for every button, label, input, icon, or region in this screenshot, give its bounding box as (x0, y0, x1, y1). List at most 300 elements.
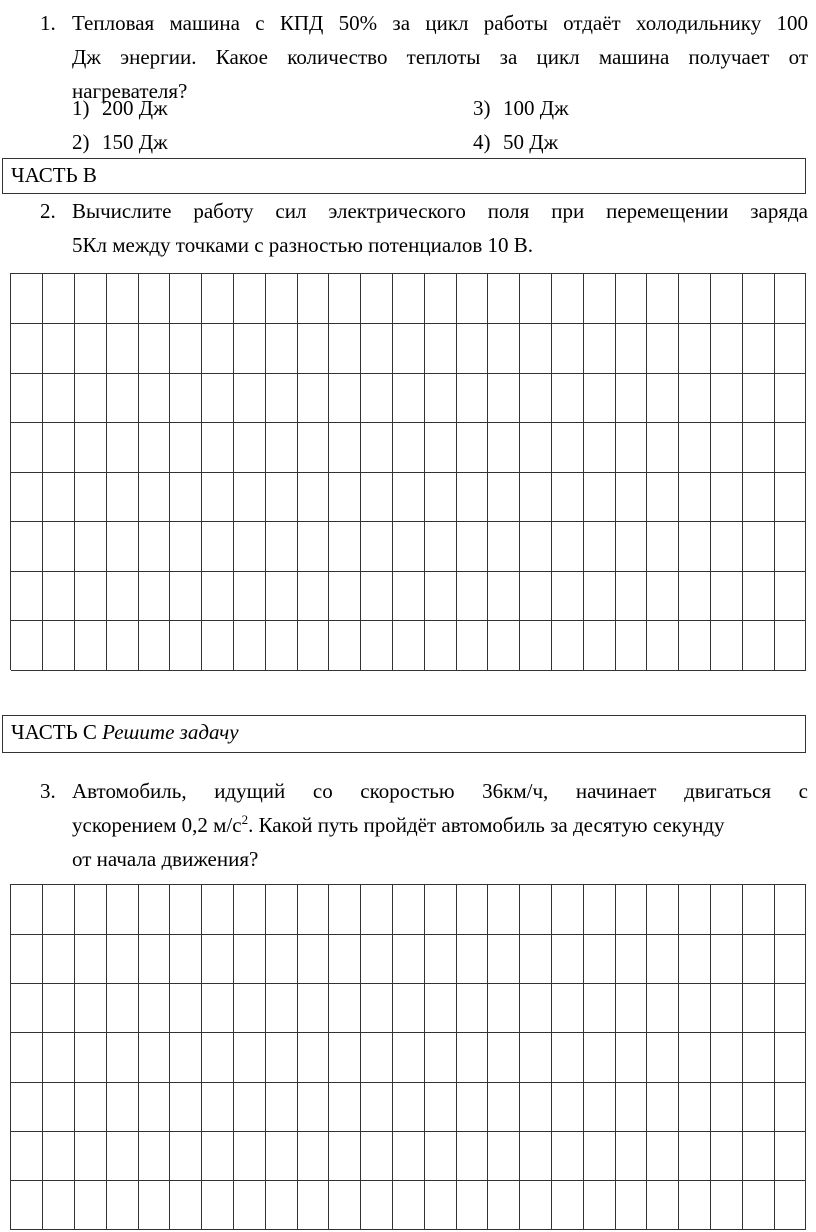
grid-cell[interactable] (742, 984, 774, 1034)
grid-cell[interactable] (615, 1181, 647, 1231)
grid-cell[interactable] (679, 324, 711, 374)
grid-cell[interactable] (424, 472, 456, 522)
grid-cell[interactable] (361, 423, 393, 473)
grid-cell[interactable] (170, 373, 202, 423)
grid-cell[interactable] (774, 423, 806, 473)
grid-cell[interactable] (106, 1082, 138, 1132)
grid-cell[interactable] (138, 571, 170, 621)
grid-cell[interactable] (647, 1082, 679, 1132)
grid-cell[interactable] (742, 1082, 774, 1132)
grid-cell[interactable] (520, 324, 552, 374)
grid-cell[interactable] (361, 885, 393, 935)
grid-cell[interactable] (329, 571, 361, 621)
grid-cell[interactable] (170, 522, 202, 572)
grid-cell[interactable] (679, 621, 711, 671)
grid-cell[interactable] (170, 423, 202, 473)
grid-cell[interactable] (774, 984, 806, 1034)
grid-cell[interactable] (552, 1082, 584, 1132)
grid-cell[interactable] (711, 1082, 743, 1132)
grid-cell[interactable] (265, 472, 297, 522)
grid-cell[interactable] (361, 1181, 393, 1231)
grid-cell[interactable] (488, 1181, 520, 1231)
grid-cell[interactable] (106, 1131, 138, 1181)
grid-cell[interactable] (424, 571, 456, 621)
grid-cell[interactable] (170, 1033, 202, 1083)
grid-cell[interactable] (742, 885, 774, 935)
grid-cell[interactable] (456, 324, 488, 374)
grid-cell[interactable] (742, 522, 774, 572)
grid-cell[interactable] (552, 1181, 584, 1231)
grid-cell[interactable] (329, 984, 361, 1034)
grid-cell[interactable] (679, 934, 711, 984)
grid-cell[interactable] (329, 1131, 361, 1181)
grid-cell[interactable] (75, 274, 107, 324)
grid-cell[interactable] (456, 472, 488, 522)
grid-cell[interactable] (361, 571, 393, 621)
grid-cell[interactable] (265, 373, 297, 423)
grid-cell[interactable] (711, 274, 743, 324)
grid-cell[interactable] (329, 522, 361, 572)
grid-cell[interactable] (234, 984, 266, 1034)
grid-cell[interactable] (711, 423, 743, 473)
grid-cell[interactable] (106, 621, 138, 671)
grid-cell[interactable] (170, 934, 202, 984)
grid-cell[interactable] (265, 621, 297, 671)
grid-cell[interactable] (647, 472, 679, 522)
grid-cell[interactable] (456, 373, 488, 423)
grid-cell[interactable] (456, 885, 488, 935)
grid-cell[interactable] (774, 1033, 806, 1083)
grid-cell[interactable] (742, 373, 774, 423)
grid-cell[interactable] (265, 571, 297, 621)
grid-cell[interactable] (43, 571, 75, 621)
grid-cell[interactable] (774, 934, 806, 984)
grid-cell[interactable] (583, 1082, 615, 1132)
grid-cell[interactable] (774, 1181, 806, 1231)
grid-cell[interactable] (393, 522, 425, 572)
grid-cell[interactable] (11, 472, 43, 522)
grid-cell[interactable] (234, 571, 266, 621)
grid-cell[interactable] (234, 324, 266, 374)
grid-cell[interactable] (774, 274, 806, 324)
grid-cell[interactable] (456, 984, 488, 1034)
grid-cell[interactable] (679, 472, 711, 522)
grid-cell[interactable] (583, 324, 615, 374)
grid-cell[interactable] (265, 274, 297, 324)
grid-cell[interactable] (297, 1131, 329, 1181)
grid-cell[interactable] (615, 621, 647, 671)
grid-cell[interactable] (265, 423, 297, 473)
grid-cell[interactable] (456, 934, 488, 984)
grid-cell[interactable] (234, 885, 266, 935)
grid-cell[interactable] (170, 1181, 202, 1231)
grid-cell[interactable] (329, 1181, 361, 1231)
grid-cell[interactable] (138, 373, 170, 423)
grid-cell[interactable] (552, 274, 584, 324)
grid-cell[interactable] (297, 571, 329, 621)
grid-cell[interactable] (106, 571, 138, 621)
grid-cell[interactable] (138, 1033, 170, 1083)
grid-cell[interactable] (234, 472, 266, 522)
grid-cell[interactable] (138, 274, 170, 324)
grid-cell[interactable] (297, 1033, 329, 1083)
grid-cell[interactable] (679, 373, 711, 423)
grid-cell[interactable] (329, 1082, 361, 1132)
grid-cell[interactable] (138, 1131, 170, 1181)
grid-cell[interactable] (11, 1033, 43, 1083)
grid-cell[interactable] (742, 571, 774, 621)
grid-cell[interactable] (424, 373, 456, 423)
grid-cell[interactable] (393, 1033, 425, 1083)
grid-cell[interactable] (361, 1082, 393, 1132)
grid-cell[interactable] (265, 522, 297, 572)
grid-cell[interactable] (520, 423, 552, 473)
grid-cell[interactable] (488, 472, 520, 522)
grid-cell[interactable] (170, 1131, 202, 1181)
grid-cell[interactable] (11, 324, 43, 374)
grid-cell[interactable] (43, 621, 75, 671)
grid-cell[interactable] (170, 621, 202, 671)
grid-cell[interactable] (43, 1131, 75, 1181)
grid-cell[interactable] (774, 1131, 806, 1181)
grid-cell[interactable] (393, 885, 425, 935)
grid-cell[interactable] (679, 1033, 711, 1083)
grid-cell[interactable] (138, 621, 170, 671)
grid-cell[interactable] (774, 621, 806, 671)
grid-cell[interactable] (202, 1181, 234, 1231)
grid-cell[interactable] (711, 1033, 743, 1083)
grid-cell[interactable] (711, 934, 743, 984)
grid-cell[interactable] (520, 1181, 552, 1231)
grid-cell[interactable] (647, 423, 679, 473)
grid-cell[interactable] (43, 274, 75, 324)
grid-cell[interactable] (424, 621, 456, 671)
grid-cell[interactable] (424, 1131, 456, 1181)
grid-cell[interactable] (234, 1181, 266, 1231)
grid-cell[interactable] (520, 934, 552, 984)
grid-cell[interactable] (106, 1181, 138, 1231)
grid-cell[interactable] (424, 423, 456, 473)
grid-cell[interactable] (43, 324, 75, 374)
grid-cell[interactable] (202, 274, 234, 324)
grid-cell[interactable] (75, 621, 107, 671)
grid-cell[interactable] (679, 571, 711, 621)
grid-cell[interactable] (265, 1181, 297, 1231)
grid-cell[interactable] (774, 1082, 806, 1132)
grid-cell[interactable] (456, 522, 488, 572)
grid-cell[interactable] (393, 423, 425, 473)
grid-cell[interactable] (679, 984, 711, 1034)
grid-cell[interactable] (647, 1033, 679, 1083)
grid-cell[interactable] (170, 274, 202, 324)
grid-cell[interactable] (234, 1131, 266, 1181)
grid-cell[interactable] (43, 373, 75, 423)
grid-cell[interactable] (456, 1181, 488, 1231)
grid-cell[interactable] (202, 324, 234, 374)
grid-cell[interactable] (106, 472, 138, 522)
grid-cell[interactable] (138, 1082, 170, 1132)
grid-cell[interactable] (711, 571, 743, 621)
grid-cell[interactable] (488, 1082, 520, 1132)
grid-cell[interactable] (361, 1131, 393, 1181)
grid-cell[interactable] (679, 522, 711, 572)
grid-cell[interactable] (647, 621, 679, 671)
grid-cell[interactable] (583, 1181, 615, 1231)
grid-cell[interactable] (424, 1181, 456, 1231)
grid-cell[interactable] (711, 1181, 743, 1231)
grid-cell[interactable] (202, 1082, 234, 1132)
grid-cell[interactable] (75, 324, 107, 374)
grid-cell[interactable] (742, 1181, 774, 1231)
grid-cell[interactable] (361, 1033, 393, 1083)
grid-cell[interactable] (75, 1131, 107, 1181)
grid-cell[interactable] (711, 472, 743, 522)
grid-cell[interactable] (552, 571, 584, 621)
grid-cell[interactable] (75, 934, 107, 984)
grid-cell[interactable] (520, 1033, 552, 1083)
grid-cell[interactable] (742, 1033, 774, 1083)
grid-cell[interactable] (742, 472, 774, 522)
grid-cell[interactable] (297, 274, 329, 324)
grid-cell[interactable] (488, 1131, 520, 1181)
grid-cell[interactable] (456, 274, 488, 324)
grid-cell[interactable] (520, 373, 552, 423)
grid-cell[interactable] (202, 472, 234, 522)
grid-cell[interactable] (234, 1033, 266, 1083)
grid-cell[interactable] (615, 934, 647, 984)
grid-cell[interactable] (679, 1082, 711, 1132)
grid-cell[interactable] (75, 984, 107, 1034)
grid-cell[interactable] (75, 373, 107, 423)
grid-cell[interactable] (361, 373, 393, 423)
grid-cell[interactable] (647, 885, 679, 935)
grid-cell[interactable] (647, 274, 679, 324)
grid-cell[interactable] (615, 373, 647, 423)
grid-cell[interactable] (106, 1033, 138, 1083)
grid-cell[interactable] (106, 522, 138, 572)
grid-cell[interactable] (520, 621, 552, 671)
grid-cell[interactable] (202, 621, 234, 671)
grid-cell[interactable] (170, 885, 202, 935)
grid-cell[interactable] (393, 984, 425, 1034)
grid-cell[interactable] (43, 1181, 75, 1231)
grid-cell[interactable] (75, 571, 107, 621)
grid-cell[interactable] (75, 1082, 107, 1132)
grid-cell[interactable] (615, 571, 647, 621)
grid-cell[interactable] (138, 984, 170, 1034)
grid-cell[interactable] (583, 934, 615, 984)
grid-cell[interactable] (552, 621, 584, 671)
grid-cell[interactable] (329, 621, 361, 671)
grid-cell[interactable] (75, 522, 107, 572)
grid-cell[interactable] (552, 373, 584, 423)
grid-cell[interactable] (265, 934, 297, 984)
grid-cell[interactable] (297, 1181, 329, 1231)
grid-cell[interactable] (615, 1131, 647, 1181)
grid-cell[interactable] (742, 621, 774, 671)
grid-cell[interactable] (520, 472, 552, 522)
grid-cell[interactable] (43, 934, 75, 984)
grid-cell[interactable] (11, 1082, 43, 1132)
grid-cell[interactable] (361, 274, 393, 324)
grid-cell[interactable] (520, 1082, 552, 1132)
grid-cell[interactable] (393, 373, 425, 423)
grid-cell[interactable] (297, 621, 329, 671)
grid-cell[interactable] (552, 324, 584, 374)
grid-cell[interactable] (138, 885, 170, 935)
grid-cell[interactable] (234, 274, 266, 324)
grid-cell[interactable] (583, 885, 615, 935)
grid-cell[interactable] (297, 1082, 329, 1132)
grid-cell[interactable] (297, 885, 329, 935)
grid-cell[interactable] (424, 274, 456, 324)
grid-cell[interactable] (297, 324, 329, 374)
grid-cell[interactable] (393, 324, 425, 374)
grid-cell[interactable] (265, 1033, 297, 1083)
grid-cell[interactable] (43, 885, 75, 935)
grid-cell[interactable] (265, 1082, 297, 1132)
grid-cell[interactable] (647, 1181, 679, 1231)
grid-cell[interactable] (75, 472, 107, 522)
grid-cell[interactable] (234, 934, 266, 984)
grid-cell[interactable] (583, 1131, 615, 1181)
grid-cell[interactable] (234, 423, 266, 473)
grid-cell[interactable] (488, 274, 520, 324)
grid-cell[interactable] (11, 934, 43, 984)
grid-cell[interactable] (138, 423, 170, 473)
grid-cell[interactable] (647, 373, 679, 423)
grid-cell[interactable] (297, 984, 329, 1034)
grid-cell[interactable] (742, 934, 774, 984)
grid-cell[interactable] (361, 522, 393, 572)
grid-cell[interactable] (742, 324, 774, 374)
grid-cell[interactable] (11, 984, 43, 1034)
grid-cell[interactable] (711, 373, 743, 423)
grid-cell[interactable] (393, 274, 425, 324)
grid-cell[interactable] (742, 1131, 774, 1181)
grid-cell[interactable] (615, 423, 647, 473)
answer-grid-3[interactable] (10, 884, 806, 1230)
grid-cell[interactable] (552, 885, 584, 935)
grid-cell[interactable] (488, 571, 520, 621)
grid-cell[interactable] (615, 472, 647, 522)
grid-cell[interactable] (297, 373, 329, 423)
grid-cell[interactable] (329, 1033, 361, 1083)
grid-cell[interactable] (361, 621, 393, 671)
grid-cell[interactable] (615, 274, 647, 324)
grid-cell[interactable] (424, 934, 456, 984)
grid-cell[interactable] (329, 274, 361, 324)
grid-cell[interactable] (393, 1131, 425, 1181)
grid-cell[interactable] (75, 423, 107, 473)
grid-cell[interactable] (329, 934, 361, 984)
grid-cell[interactable] (297, 423, 329, 473)
grid-cell[interactable] (393, 571, 425, 621)
grid-cell[interactable] (202, 934, 234, 984)
grid-cell[interactable] (424, 1082, 456, 1132)
grid-cell[interactable] (711, 324, 743, 374)
grid-cell[interactable] (774, 885, 806, 935)
grid-cell[interactable] (11, 423, 43, 473)
grid-cell[interactable] (297, 934, 329, 984)
grid-cell[interactable] (552, 934, 584, 984)
grid-cell[interactable] (11, 1181, 43, 1231)
grid-cell[interactable] (297, 522, 329, 572)
grid-cell[interactable] (106, 324, 138, 374)
grid-cell[interactable] (424, 984, 456, 1034)
grid-cell[interactable] (11, 1131, 43, 1181)
grid-cell[interactable] (393, 1082, 425, 1132)
grid-cell[interactable] (456, 621, 488, 671)
grid-cell[interactable] (488, 423, 520, 473)
grid-cell[interactable] (615, 1082, 647, 1132)
grid-cell[interactable] (361, 934, 393, 984)
grid-cell[interactable] (265, 885, 297, 935)
grid-cell[interactable] (75, 1033, 107, 1083)
grid-cell[interactable] (615, 1033, 647, 1083)
grid-cell[interactable] (329, 373, 361, 423)
grid-cell[interactable] (202, 373, 234, 423)
grid-cell[interactable] (583, 472, 615, 522)
grid-cell[interactable] (265, 1131, 297, 1181)
grid-cell[interactable] (106, 984, 138, 1034)
grid-cell[interactable] (43, 1033, 75, 1083)
grid-cell[interactable] (393, 1181, 425, 1231)
grid-cell[interactable] (138, 934, 170, 984)
grid-cell[interactable] (583, 1033, 615, 1083)
grid-cell[interactable] (583, 984, 615, 1034)
grid-cell[interactable] (297, 472, 329, 522)
grid-cell[interactable] (75, 1181, 107, 1231)
grid-cell[interactable] (361, 472, 393, 522)
grid-cell[interactable] (202, 571, 234, 621)
grid-cell[interactable] (138, 522, 170, 572)
grid-cell[interactable] (138, 1181, 170, 1231)
grid-cell[interactable] (43, 423, 75, 473)
grid-cell[interactable] (647, 324, 679, 374)
grid-cell[interactable] (393, 621, 425, 671)
grid-cell[interactable] (552, 423, 584, 473)
grid-cell[interactable] (11, 522, 43, 572)
grid-cell[interactable] (202, 984, 234, 1034)
grid-cell[interactable] (106, 423, 138, 473)
grid-cell[interactable] (583, 274, 615, 324)
grid-cell[interactable] (234, 522, 266, 572)
grid-cell[interactable] (583, 522, 615, 572)
grid-cell[interactable] (329, 423, 361, 473)
grid-cell[interactable] (361, 984, 393, 1034)
grid-cell[interactable] (329, 885, 361, 935)
grid-cell[interactable] (774, 571, 806, 621)
grid-cell[interactable] (774, 522, 806, 572)
grid-cell[interactable] (138, 472, 170, 522)
grid-cell[interactable] (583, 373, 615, 423)
grid-cell[interactable] (138, 324, 170, 374)
grid-cell[interactable] (520, 1131, 552, 1181)
grid-cell[interactable] (43, 522, 75, 572)
grid-cell[interactable] (43, 984, 75, 1034)
grid-cell[interactable] (170, 472, 202, 522)
grid-cell[interactable] (520, 571, 552, 621)
grid-cell[interactable] (393, 472, 425, 522)
grid-cell[interactable] (488, 373, 520, 423)
grid-cell[interactable] (456, 1131, 488, 1181)
grid-cell[interactable] (615, 984, 647, 1034)
grid-cell[interactable] (679, 274, 711, 324)
grid-cell[interactable] (615, 522, 647, 572)
grid-cell[interactable] (647, 1131, 679, 1181)
grid-cell[interactable] (424, 522, 456, 572)
